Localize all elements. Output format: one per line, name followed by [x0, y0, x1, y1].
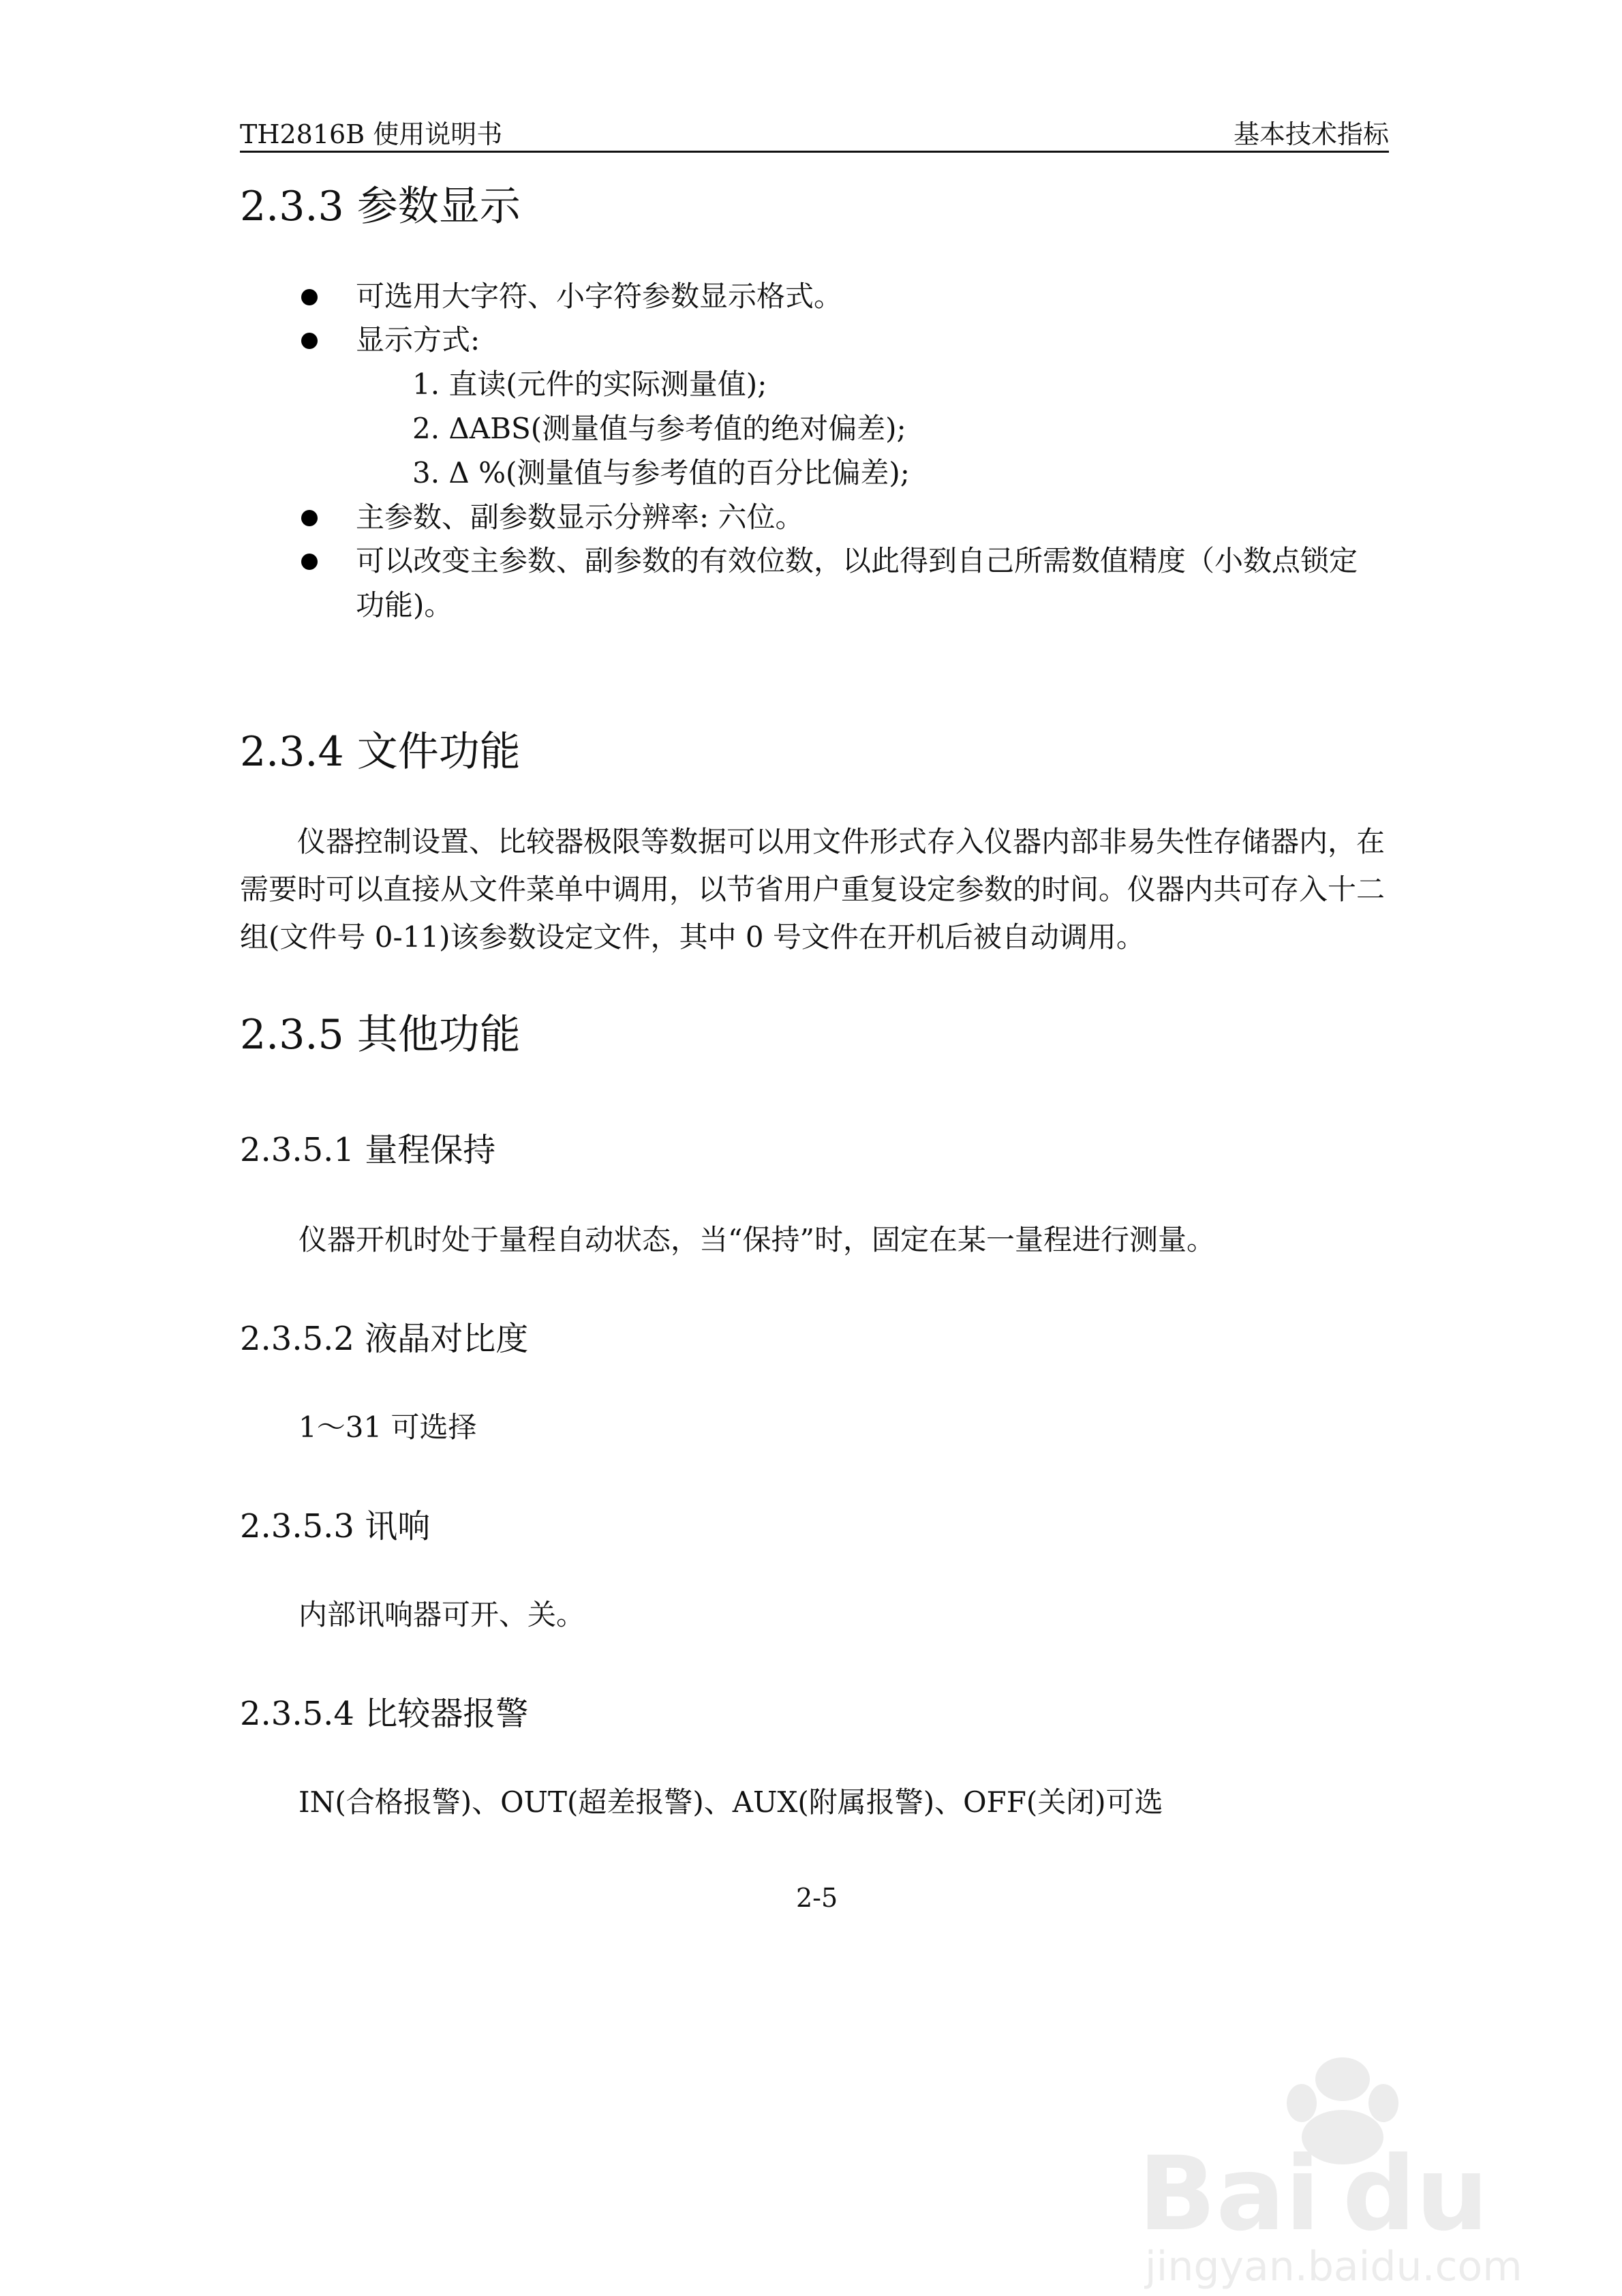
header-rule [240, 151, 1389, 153]
bullet-text-continued: 功能)。 [356, 588, 453, 622]
list-item: 2. ΔABS(测量值与参考值的绝对偏差); [412, 412, 906, 445]
page-number: 2-5 [796, 1883, 838, 1913]
list-item: 3. Δ %(测量值与参考值的百分比偏差); [412, 456, 910, 489]
bullet-text: 主参数、副参数显示分辨率: 六位。 [356, 500, 804, 534]
bullet-icon [301, 510, 318, 526]
bullet-icon [301, 554, 318, 570]
subsection-text-2354: IN(合格报警)、OUT(超差报警)、AUX(附属报警)、OFF(关闭)可选 [299, 1785, 1163, 1819]
section-title-235: 2.3.5 其他功能 [240, 1011, 521, 1059]
subsection-title-2353: 2.3.5.3 讯响 [240, 1507, 431, 1545]
svg-text:Bai: Bai [1138, 2135, 1320, 2254]
subsection-title-2354: 2.3.5.4 比较器报警 [240, 1695, 529, 1733]
subsection-text-2353: 内部讯响器可开、关。 [299, 1598, 585, 1631]
header-left: TH2816B 使用说明书 [240, 119, 503, 149]
section-title-234: 2.3.4 文件功能 [240, 728, 521, 776]
paragraph-file-function: 仪器控制设置、比较器极限等数据可以用文件形式存入仪器内部非易失性存储器内，在需要时可以直接从文件菜单中调用，以节省用户重复设定参数的时间。仪器内共可存入十二组(文件号 0-11)该参数设定文件，其中 0 号文件在开机后被自动调用。 [240, 825, 1386, 954]
bullet-icon [301, 333, 318, 349]
list-item: 1. 直读(元件的实际测量值); [412, 367, 767, 401]
svg-text:jingyan.baidu.com: jingyan.baidu.com [1145, 2243, 1522, 2291]
svg-text:du: du [1343, 2135, 1489, 2254]
subsection-text-2351: 仪器开机时处于量程自动状态，当“保持”时，固定在某一量程进行测量。 [299, 1223, 1215, 1256]
bullet-text: 显示方式: [356, 323, 480, 357]
bullet-text: 可以改变主参数、副参数的有效位数，以此得到自己所需数值精度（小数点锁定 [356, 544, 1358, 577]
subsection-title-2351: 2.3.5.1 量程保持 [240, 1131, 496, 1169]
bullet-icon [301, 289, 318, 305]
baidu-jingyan-watermark-logo [1131, 2038, 1554, 2291]
subsection-text-2352: 1～31 可选择 [299, 1410, 477, 1444]
header-right: 基本技术指标 [1233, 119, 1389, 149]
subsection-title-2352: 2.3.5.2 液晶对比度 [240, 1320, 529, 1358]
bullet-text: 可选用大字符、小字符参数显示格式。 [356, 280, 843, 313]
section-title-233: 2.3.3 参数显示 [240, 183, 521, 230]
